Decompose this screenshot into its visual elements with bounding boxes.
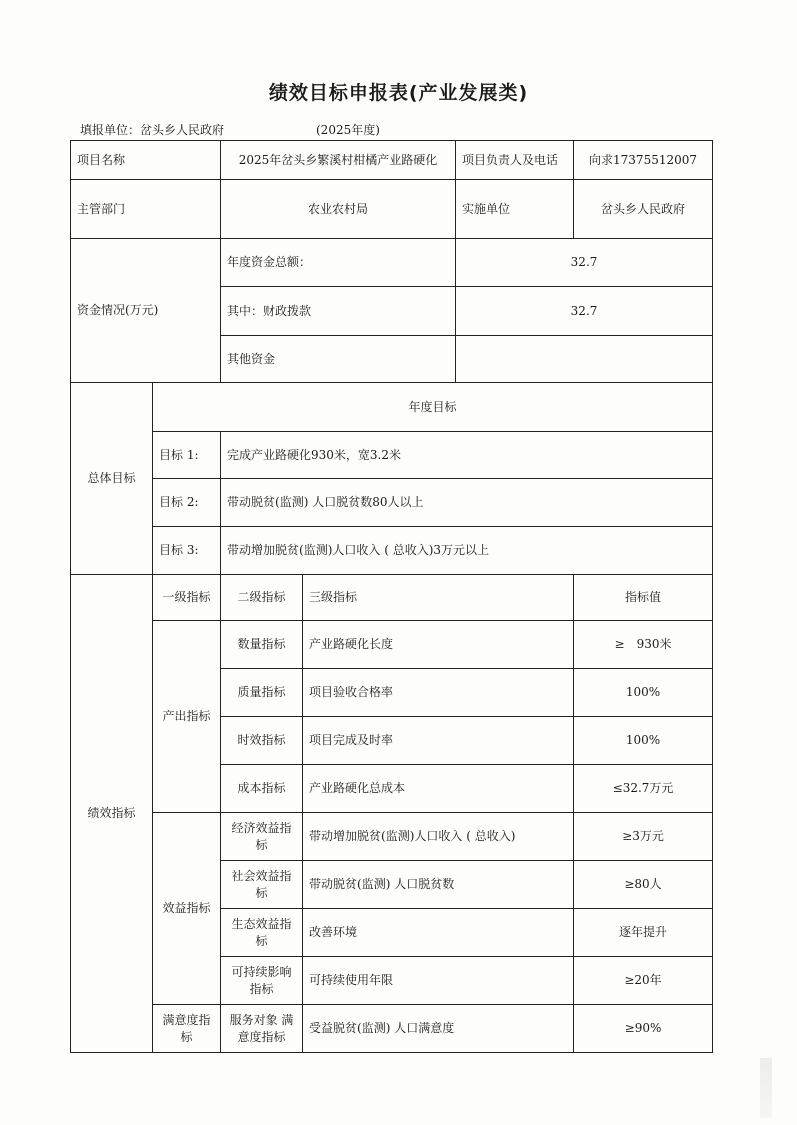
indicator-value: ≥90% xyxy=(574,1005,713,1053)
indicator-level3: 项目完成及时率 xyxy=(303,717,574,765)
indicator-level3: 带动脱贫(监测) 人口脱贫数 xyxy=(303,861,574,909)
goal-row xyxy=(71,479,713,527)
scan-artifact xyxy=(760,1058,772,1118)
goal-label: 目标 1: xyxy=(153,432,221,479)
goal-row xyxy=(71,527,713,575)
dept-row xyxy=(71,180,713,239)
indicator-level2: 时效指标 xyxy=(221,717,303,765)
indicator-level2: 数量指标 xyxy=(221,621,303,669)
level3-header: 三级指标 xyxy=(303,575,574,621)
goal-row xyxy=(71,432,713,479)
level2-header: 二级指标 xyxy=(221,575,303,621)
funds-fiscal-value: 32.7 xyxy=(456,287,713,336)
project-name-label: 项目名称 xyxy=(71,141,221,180)
indicator-level3: 产业路硬化总成本 xyxy=(303,765,574,813)
benefit-label: 效益指标 xyxy=(153,813,221,1005)
impl-value: 岔头乡人民政府 xyxy=(574,180,713,239)
satisfaction-label: 满意度指标 xyxy=(153,1005,221,1053)
indicator-level2: 质量指标 xyxy=(221,669,303,717)
indicator-level2: 可持续影响指标 xyxy=(221,957,303,1005)
indicator-value: 100% xyxy=(574,717,713,765)
indicator-header-row xyxy=(71,575,713,621)
funds-label: 资金情况(万元) xyxy=(71,239,221,383)
level1-header: 一级指标 xyxy=(153,575,221,621)
performance-form-table xyxy=(70,140,713,1053)
funds-total-row xyxy=(71,239,713,287)
project-owner-value: 向求17375512007 xyxy=(574,141,713,180)
impl-label: 实施单位 xyxy=(456,180,574,239)
value-header: 指标值 xyxy=(574,575,713,621)
funds-total-label: 年度资金总额： xyxy=(221,239,456,287)
indicator-value: 100% xyxy=(574,669,713,717)
funds-other-label: 其他资金 xyxy=(221,336,456,383)
filing-unit: 填报单位：岔头乡人民政府 xyxy=(80,123,225,137)
goals-label: 总体目标 xyxy=(71,383,153,575)
goal-label: 目标 3: xyxy=(153,527,221,575)
dept-label: 主管部门 xyxy=(71,180,221,239)
goals-header-row xyxy=(71,383,713,432)
dept-value: 农业农村局 xyxy=(221,180,456,239)
indicator-level3: 改善环境 xyxy=(303,909,574,957)
indicator-level2: 社会效益指标 xyxy=(221,861,303,909)
output-label: 产出指标 xyxy=(153,621,221,813)
funds-total-value: 32.7 xyxy=(456,239,713,287)
indicator-row xyxy=(71,1005,713,1053)
page-title: 绩效目标申报表(产业发展类) xyxy=(268,82,529,104)
indicator-value: 逐年提升 xyxy=(574,909,713,957)
goal-text: 带动脱贫(监测) 人口脱贫数80人以上 xyxy=(221,479,713,527)
project-owner-label: 项目负责人及电话 xyxy=(456,141,574,180)
indicator-value: ≥3万元 xyxy=(574,813,713,861)
indicator-row xyxy=(71,813,713,861)
goal-text: 带动增加脱贫(监测)人口收入 ( 总收入)3万元以上 xyxy=(221,527,713,575)
indicator-value: ≤32.7万元 xyxy=(574,765,713,813)
indicator-level3: 项目验收合格率 xyxy=(303,669,574,717)
indicator-level3: 受益脱贫(监测) 人口满意度 xyxy=(303,1005,574,1053)
goal-text: 完成产业路硬化930米，宽3.2米 xyxy=(221,432,713,479)
report-year: (2025年度) xyxy=(316,123,380,137)
performance-label: 绩效指标 xyxy=(71,575,153,1053)
indicator-level3: 可持续使用年限 xyxy=(303,957,574,1005)
indicator-level2: 生态效益指标 xyxy=(221,909,303,957)
indicator-value: ≥ 930米 xyxy=(574,621,713,669)
indicator-level3: 带动增加脱贫(监测)人口收入 ( 总收入) xyxy=(303,813,574,861)
indicator-value: ≥80人 xyxy=(574,861,713,909)
project-row xyxy=(71,141,713,180)
funds-other-value xyxy=(456,336,713,383)
indicator-value: ≥20年 xyxy=(574,957,713,1005)
indicator-level3: 产业路硬化长度 xyxy=(303,621,574,669)
indicator-row xyxy=(71,621,713,669)
goal-label: 目标 2: xyxy=(153,479,221,527)
goals-header: 年度目标 xyxy=(153,383,713,432)
funds-fiscal-label: 其中：财政拨款 xyxy=(221,287,456,336)
indicator-level2: 成本指标 xyxy=(221,765,303,813)
indicator-level2: 服务对象 满意度指标 xyxy=(221,1005,303,1053)
indicator-level2: 经济效益指标 xyxy=(221,813,303,861)
project-name-value: 2025年岔头乡繁溪村柑橘产业路硬化 xyxy=(221,141,456,180)
